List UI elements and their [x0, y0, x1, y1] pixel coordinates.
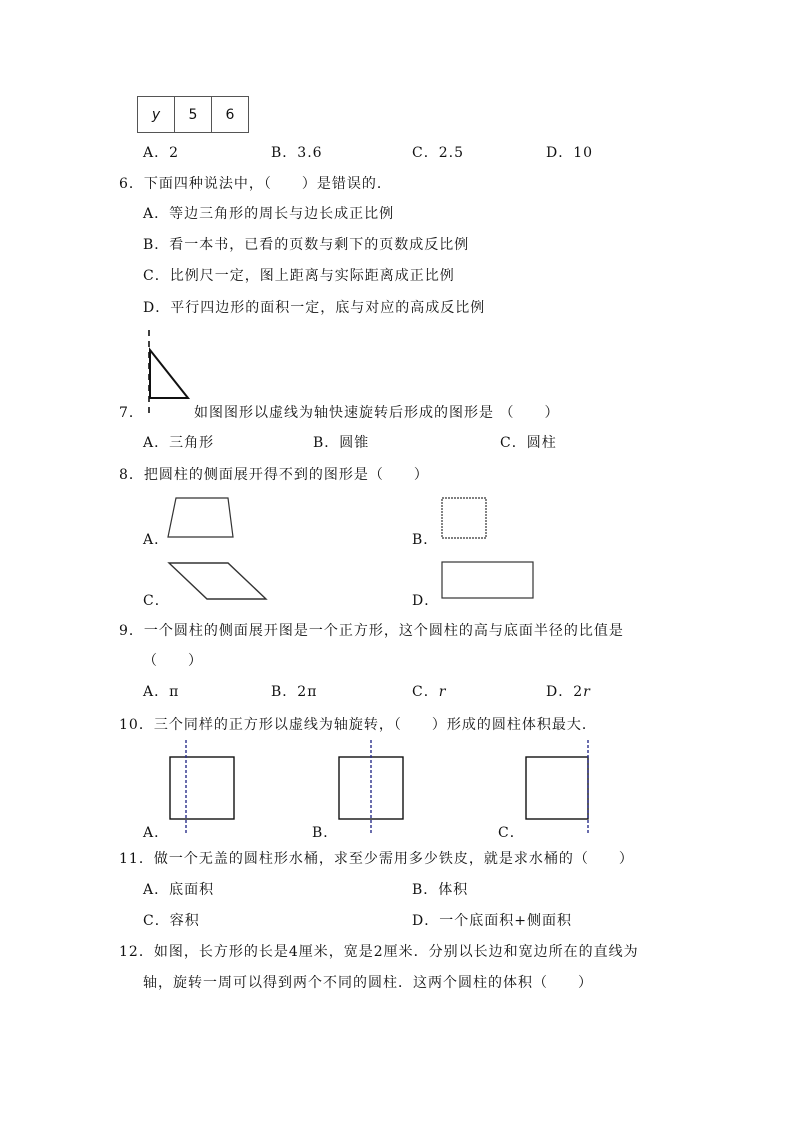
q10-option-a: A． — [143, 825, 170, 841]
q8-option-d: D． — [412, 593, 440, 609]
q12-stem-line1: 12．如图，长方形的长是4厘米，宽是2厘米．分别以长边和宽边所在的直线为 — [119, 944, 639, 960]
q8-trapezoid-figure — [166, 496, 236, 541]
q6-stem: 6．下面四种说法中，（ ）是错误的． — [119, 176, 392, 192]
table-row — [138, 97, 249, 133]
q8-option-a: A． — [143, 532, 170, 548]
q8-rectangle-figure — [440, 560, 536, 602]
q10-option-b: B． — [312, 825, 339, 841]
q9-option-c: C．r — [412, 684, 447, 700]
q10-square-c-figure — [524, 740, 594, 836]
q11-option-d: D．一个底面积+侧面积 — [412, 913, 572, 929]
q5-option-b: B．3.6 — [271, 145, 323, 161]
q7-stem: 如图图形以虚线为轴快速旋转后形成的图形是 （ ） — [194, 405, 560, 421]
q9-option-a: A．π — [143, 684, 180, 700]
q6-option-d: D．平行四边形的面积一定，底与对应的高成反比例 — [143, 300, 486, 316]
q8-option-c: C． — [143, 593, 170, 609]
q11-option-c: C．容积 — [143, 913, 200, 929]
q7-option-a: A．三角形 — [143, 435, 215, 451]
q6-option-c: C．比例尺一定，图上距离与实际距离成正比例 — [143, 268, 455, 284]
q10-square-a-figure — [168, 740, 238, 836]
q9-option-d-variable: r — [583, 684, 591, 700]
q8-stem: 8．把圆柱的侧面展开得不到的图形是（ ） — [119, 467, 429, 483]
q11-option-a: A．底面积 — [143, 882, 215, 898]
table-cell-5: 5 — [175, 97, 212, 133]
table-cell-y: y — [138, 97, 175, 133]
q10-stem: 10．三个同样的正方形以虚线为轴旋转，（ ）形成的圆柱体积最大． — [119, 717, 597, 733]
q9-option-c-variable: r — [438, 684, 447, 700]
q8-parallelogram-figure — [166, 560, 270, 602]
table-cell-6: 6 — [212, 97, 249, 133]
q9-stem-line1: 9．一个圆柱的侧面展开图是一个正方形，这个圆柱的高与底面半径的比值是 — [119, 623, 624, 639]
q6-option-b: B．看一本书，已看的页数与剩下的页数成反比例 — [143, 237, 470, 253]
q9-option-d: D．2r — [546, 684, 591, 700]
q8-option-b: B． — [412, 532, 439, 548]
q8-square-figure — [440, 496, 490, 540]
q12-stem-line2: 轴，旋转一周可以得到两个不同的圆柱．这两个圆柱的体积（ ） — [143, 975, 593, 991]
q6-option-a: A．等边三角形的周长与边长成正比例 — [143, 206, 395, 222]
q5-option-a: A．2 — [143, 145, 180, 161]
q7-option-b: B．圆锥 — [313, 435, 370, 451]
q11-option-b: B．体积 — [412, 882, 469, 898]
q9-stem-line2: （ ） — [143, 653, 203, 669]
q5-option-c: C．2.5 — [412, 145, 464, 161]
q7-number: 7． — [119, 405, 144, 421]
q10-square-b-figure — [337, 740, 407, 836]
q7-triangle-figure — [140, 330, 200, 415]
q7-option-c: C．圆柱 — [500, 435, 557, 451]
q10-option-c: C． — [498, 825, 525, 841]
q5-option-d: D．10 — [546, 145, 594, 161]
q9-option-b: B．2π — [271, 684, 318, 700]
xy-table — [137, 96, 249, 133]
q11-stem: 11．做一个无盖的圆柱形水桶，求至少需用多少铁皮，就是求水桶的（ ） — [119, 851, 634, 867]
